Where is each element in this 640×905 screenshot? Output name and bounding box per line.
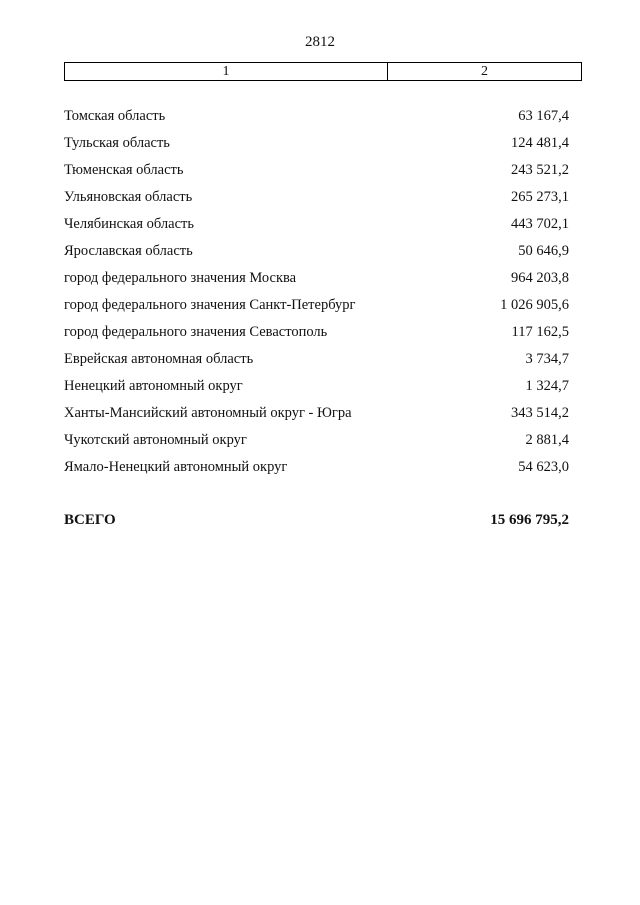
region-name: Ханты-Мансийский автономный округ - Югра [64, 405, 352, 421]
table-row [64, 214, 569, 241]
region-name: город федерального значения Севастополь [64, 324, 328, 340]
region-value: 243 521,2 [511, 162, 569, 178]
region-name: Томская область [64, 108, 166, 124]
table-row [64, 241, 569, 268]
region-value: 2 881,4 [525, 432, 569, 448]
table-row [64, 457, 569, 484]
table-row [64, 106, 569, 133]
region-value: 443 702,1 [511, 216, 569, 232]
data-rows [64, 106, 569, 484]
table-row [64, 160, 569, 187]
region-value: 54 623,0 [518, 459, 569, 475]
region-name: Челябинская область [64, 216, 194, 232]
column-header-2: 2 [481, 64, 488, 79]
table-row [64, 322, 569, 349]
region-name: Тульская область [64, 135, 170, 151]
table-row [64, 376, 569, 403]
table-row [64, 430, 569, 457]
region-value: 63 167,4 [518, 108, 569, 124]
table-row [64, 349, 569, 376]
region-value: 964 203,8 [511, 270, 569, 286]
table-row [64, 295, 569, 322]
region-value: 1 324,7 [525, 378, 569, 394]
table-row [64, 268, 569, 295]
region-name: Ярославская область [64, 243, 193, 259]
region-value: 343 514,2 [511, 405, 569, 421]
page-number: 2812 [305, 34, 335, 50]
region-value: 3 734,7 [525, 351, 569, 367]
total-value: 15 696 795,2 [490, 512, 569, 528]
region-name: Ненецкий автономный округ [64, 378, 243, 394]
region-name: город федерального значения Москва [64, 270, 297, 286]
region-name: Чукотский автономный округ [64, 432, 247, 448]
total-label: ВСЕГО [64, 512, 116, 528]
region-name: Тюменская область [64, 162, 184, 178]
region-name: Ямало-Ненецкий автономный округ [64, 459, 288, 475]
total-row [64, 512, 569, 529]
table-row [64, 403, 569, 430]
table-row [64, 133, 569, 160]
region-value: 124 481,4 [511, 135, 569, 151]
region-value: 117 162,5 [511, 324, 569, 340]
region-value: 265 273,1 [511, 189, 569, 205]
column-header-table [64, 62, 582, 81]
table-row [64, 187, 569, 214]
column-header-1: 1 [65, 63, 388, 80]
region-name: Еврейская автономная область [64, 351, 254, 367]
region-name: Ульяновская область [64, 189, 193, 205]
region-value: 50 646,9 [518, 243, 569, 259]
region-value: 1 026 905,6 [500, 297, 569, 313]
region-name: город федерального значения Санкт-Петербург [64, 297, 356, 313]
